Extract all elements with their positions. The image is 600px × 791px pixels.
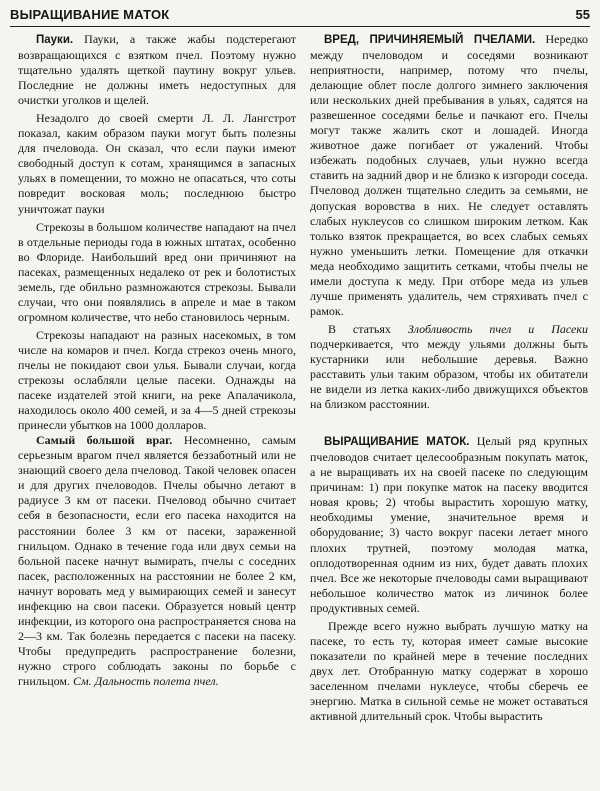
running-title: ВЫРАЩИВАНИЕ МАТОК xyxy=(10,7,170,22)
worst-enemy-heading: Самый большой враг. xyxy=(36,433,173,448)
paragraph-spiders xyxy=(18,32,296,108)
paragraph-articles xyxy=(310,322,588,412)
spiders-heading: Пауки. xyxy=(36,34,74,46)
paragraph-dragonflies-2: Стрекозы нападают на разных насекомых, в том числе на комаров и пчел. Когда стрекоз очень много, пчелы не покидают свои улья. Бывали случаи, когда стрекозы ослабляли целые пасеки. Однажды на пасеке издателей этой книги, на реке Апалачикола, находилось около 400 семей, и за 4—5 дней стрекозы принесли убытков на 1000 долларов. xyxy=(18,327,296,433)
paragraph-bee-damage xyxy=(310,32,588,319)
bee-damage-text: Нередко между пчеловодом и соседями возникают неприятности, например, потому что пчелы, делающие облет после долгого зимнего заключения или нескольких дней пребывания в ульях, садятся на развешенное соседями белье и пачкают его. Пчелы могут также жалить скот и лошадей. Иногда животное даже погибает от ужалений. Чтобы избежать подобных случаев, ульи нужно всегда ставить на задний двор и не близко к изгороди соседа. Пчеловод должен тщательно следить за семьями, не допуская воровства в них. Не следует оставлять слабых нуклеусов со слишком широким летком. Как только взяток прекращается, во всех слабых семьях нужно уменьшить летки. Помещение для откачки меда необходимо защитить сетками, чтобы пчелы не имели доступа к меду. При отборе меда из ульев лучше применять удалитель, чем стряхивать пчел с рамок. xyxy=(310,32,588,318)
queen-rearing-text: Целый ряд крупных пчеловодов считает целесообразным покупать маток, а не выращивать их на своей пасеке по следующим причинам: 1) при покупке маток на пасеку вводится новая кровь; 2) чтобы вырастить хорошую матку, необходимы умение, значительное время и оборудование; 3) часто вокруг пасеки летает много плохих трутней, поэтому молодая матка, оплодотворенная одним из них, будет давать плохих пчел. Все же некоторые пчеловоды сами выращивают небольшое количество маток из личинок более продуктивных семей. xyxy=(310,434,588,615)
paragraph-langstroth: Незадолго до своей смерти Л. Л. Лангстрот показал, каким образом пауки могут быть полезны для пчеловода. Он сказал, что если пауки имеют свободный доступ к сотам, хранящимся в запасных ульях в помещении, то можно не опасаться, что соты повредит восковая моль; последнюю быстро уничтожат пауки xyxy=(18,111,296,216)
bee-damage-heading: ВРЕД, ПРИЧИНЯЕМЫЙ ПЧЕЛАМИ. xyxy=(324,34,536,46)
queen-rearing-heading: ВЫРАЩИВАНИЕ МАТОК. xyxy=(324,436,470,449)
page-number: 55 xyxy=(575,7,590,22)
paragraph-dragonflies-1: Стрекозы в большом количестве нападают на пчел в отдельные периоды года в южных штатах, особенно во Флориде. Наибольший вред они причиняют на пасеках, размещенных недалеко от рек и болотистых земель, где обильно размножаются стрекозы. Бывали случаи, что они появлялись в апреле и мае в таком огромном количестве, что небо становилось черным. xyxy=(18,219,296,324)
worst-enemy-text: Несомненно, самым серьезным врагом пчел является беззаботный или не знающий своего дела пчеловод. Такой человек опасен и для других пчеловодов. Пчелы обычно летают в радиусе 3 км от пасеки. Пчеловод обычно считает себя в безопасности, если его пасека находится на расстоянии более 3 км от пасеки, зараженной гнильцом. Однако в течение года или двух семьи на больной пасеке начнут вымирать, пчелы с соседних пасек, расположенных на расстоянии не более 2 км, начнут воровать мед у вымирающих семей и занесут инфекцию на свои пасеки. Образуется новый центр инфекции, из которого она распространяется снова на 2—3 км. Так болезнь передается с пасеки на пасеку. Чтобы предупредить распространение болезни, нужно строго соблюдать законы по борьбе с гнильцом. xyxy=(18,433,296,688)
left-column xyxy=(18,32,296,787)
paragraph-worst-enemy xyxy=(18,433,296,689)
see-also-flight-range: См. Дальность полета пчел. xyxy=(73,673,219,688)
paragraph-queen-rearing xyxy=(310,434,588,616)
spiders-text: Пауки, а также жабы подстерегают возвращающихся с взятком пчел. Поэтому нужно тщательно удалять щеткой паутину вокруг ульев. Последние не должны иметь недоступных для очистки уголков и щелей. xyxy=(18,32,296,108)
page-header xyxy=(10,4,590,27)
articles-prefix: В статьях xyxy=(328,321,391,336)
articles-titles: Злобливость пчел и Пасеки xyxy=(407,321,588,336)
right-column xyxy=(310,32,588,787)
articles-text: подчеркивается, что между ульями должны быть кустарники или небольшие деревья. Важно расставить ульи таким образом, чтобы их обитатели не видели из летка каких-либо движущихся объектов на близком расстоянии. xyxy=(310,336,588,412)
paragraph-choose-mother: Прежде всего нужно выбрать лучшую матку на пасеке, то есть ту, которая имеет самые высокие показатели по крайней мере в течение последних двух лет. Отобранную матку содержат в хорошо заселенном пчелами нуклеусе, чтобы сберечь ее энергию. Матка в сильной семье не может оставаться активной длительный срок. Чтобы вырастить xyxy=(310,618,588,724)
